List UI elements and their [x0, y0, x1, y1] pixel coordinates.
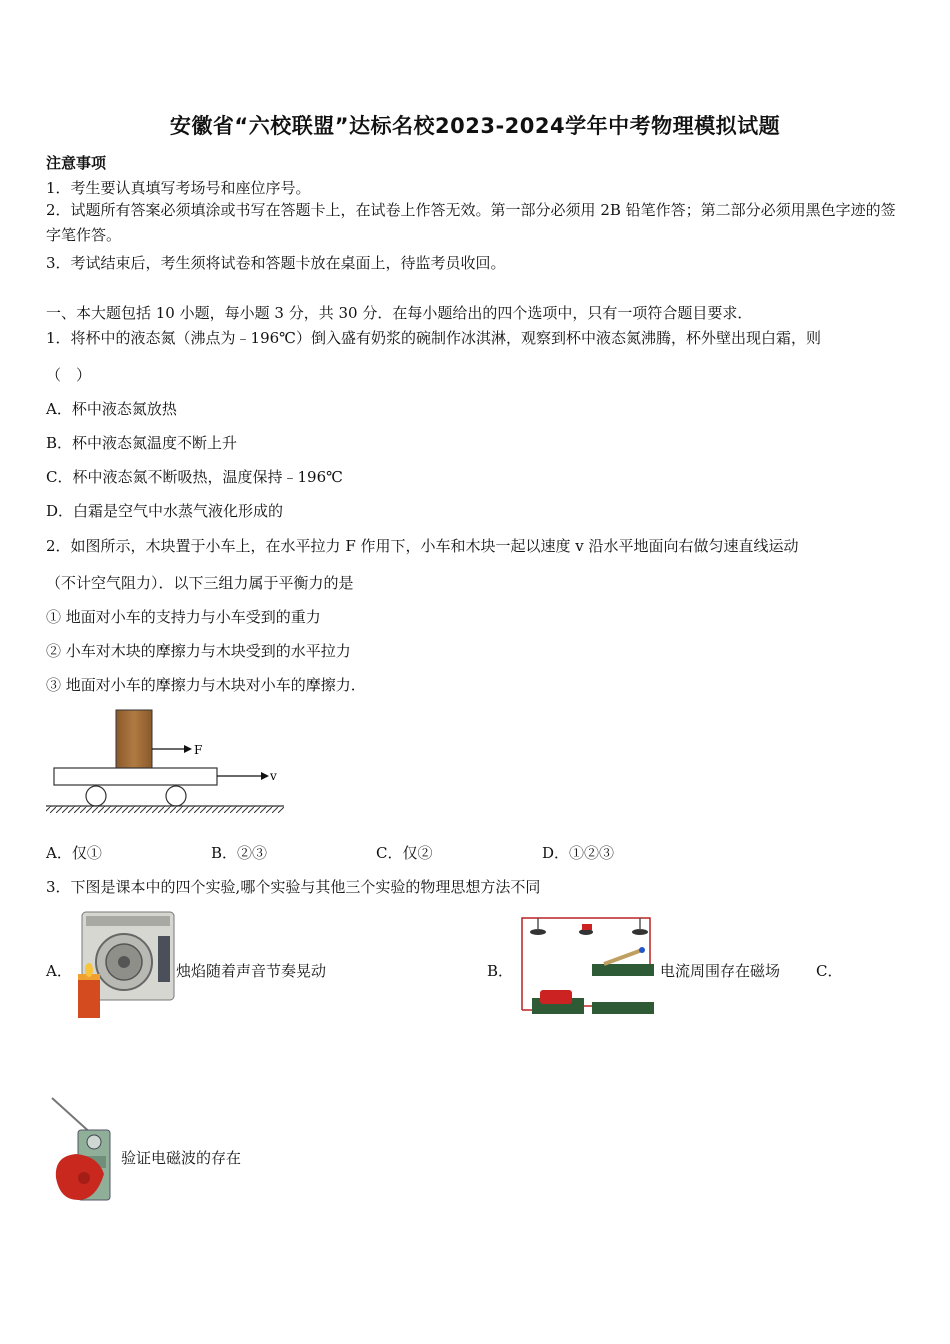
q3-option-a-text: 烛焰随着声音节奏晃动 — [176, 962, 327, 980]
ground-hatch — [46, 806, 284, 813]
q2-option-b: B．②③ — [211, 844, 268, 862]
force-label: F — [194, 743, 203, 757]
q3-option-a-letter: A． — [46, 962, 72, 980]
q2-stem-2: （不计空气阻力）．以下三组力属于平衡力的是 — [46, 574, 354, 592]
q2-item-3: ③ 地面对小车的摩擦力与木块对小车的摩擦力． — [46, 676, 366, 694]
wood-block — [116, 710, 152, 768]
q2-item-2: ② 小车对木块的摩擦力与木块受到的水平拉力 — [46, 642, 351, 660]
q3-option-b-text: 电流周围存在磁场 — [660, 962, 781, 980]
notice-item-3: 3．考试结束后，考生须将试卷和答题卡放在桌面上，待监考员收回。 — [46, 254, 506, 272]
speaker-candle-image — [74, 908, 176, 1020]
radio-image — [48, 1096, 118, 1208]
cart-body — [54, 768, 217, 785]
page-title: 安徽省“六校联盟”达标名校2023-2024学年中考物理模拟试题 — [169, 114, 781, 138]
velocity-label: v — [270, 769, 277, 783]
q2-item-1: ① 地面对小车的支持力与小车受到的重力 — [46, 608, 321, 626]
oersted-circuit-image — [518, 910, 658, 1018]
q3-option-b-letter: B． — [487, 962, 514, 980]
q1-blank: （ ） — [46, 366, 92, 384]
cart-wheel-right — [166, 786, 186, 806]
cart-wheel-left — [86, 786, 106, 806]
q2-option-a: A．仅① — [46, 844, 102, 862]
q3-stem: 3．下图是课本中的四个实验,哪个实验与其他三个实验的物理思想方法不同 — [46, 878, 541, 896]
notice-item-1: 1．考生要认真填写考场号和座位序号。 — [46, 179, 311, 197]
q1-option-d: D．白霜是空气中水蒸气液化形成的 — [46, 502, 284, 520]
q1-option-b: B．杯中液态氮温度不断上升 — [46, 434, 238, 452]
q3-option-c-letter: C． — [816, 962, 843, 980]
q2-option-c: C．仅② — [376, 844, 433, 862]
q1-option-a: A．杯中液态氮放热 — [46, 400, 177, 418]
q3-option-d-text: 验证电磁波的存在 — [121, 1149, 242, 1167]
q2-stem: 2．如图所示，木块置于小车上，在水平拉力 F 作用下，小车和木块一起以速度 v 沿水平地面向右做匀速直线运动 — [46, 537, 799, 555]
cart-block-figure — [44, 705, 289, 820]
q2-option-d: D．①②③ — [542, 844, 615, 862]
q1-option-c: C．杯中液态氮不断吸热，温度保持﹣196℃ — [46, 468, 343, 486]
q1-stem: 1．将杯中的液态氮（沸点为﹣196℃）倒入盛有奶浆的碗制作冰淇淋，观察到杯中液态氮沸腾，杯外壁出现白霜，则 — [46, 329, 821, 347]
section-heading: 一、本大题包括 10 小题，每小题 3 分，共 30 分．在每小题给出的四个选项中，只有一项符合题目要求． — [46, 304, 753, 322]
notice-item-2: 2．试题所有答案必须填涂或书写在答题卡上，在试卷上作答无效。第一部分必须用 2B 铅笔作答；第二部分必须用黑色字迹的签字笔作答。 — [46, 201, 896, 244]
notice-heading: 注意事项 — [46, 154, 107, 172]
